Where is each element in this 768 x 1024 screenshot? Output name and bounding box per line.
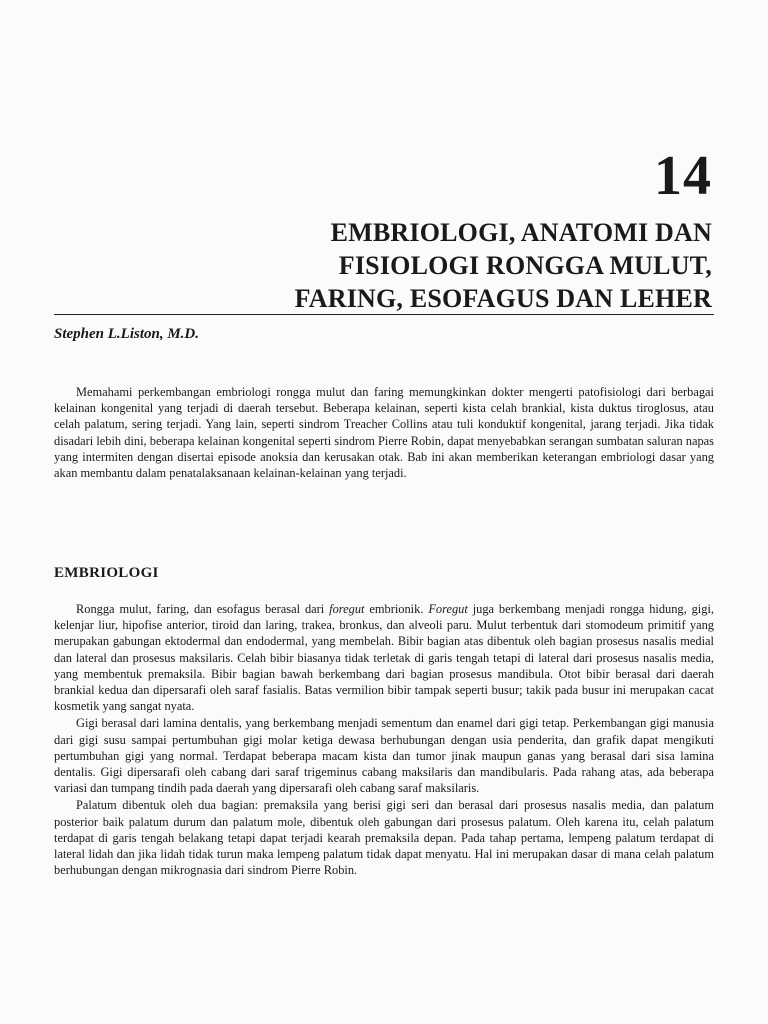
paragraph-text: juga berkembang menjadi rongga hidung, gigi, kelenjar liur, hipofise anterior, tiroid dan laring, trakea, bronkus, dan alveoli paru. Mulut terbentuk dari stomodeum primitif yang merupakan gabungan ektodermal dan endodermal, yang membelah. Bibir bagian atas dibentuk oleh bagian prosesus nasalis medial dan lateral dan prosesus maksilaris. Celah bibir biasanya tidak terletak di garis tengah tetapi di lateral dari prosesus nasalis media, yang membentuk premaksila. Bibir bagian bawah berkembang dari bagian prosesus mandibula. Otot bibir berasal dari daerah brankial kedua dan dipersarafi oleh saraf fasialis. Batas vermilion bibir tampak seperti busur; takik pada busur ini merupakan cacat kosmetik yang sangat nyata. (54, 602, 714, 714)
chapter-title (152, 216, 712, 315)
italic-term: Foregut (428, 602, 468, 616)
chapter-title-line: EMBRIOLOGI, ANATOMI DAN (330, 218, 712, 247)
paragraph-text: embrionik. (364, 602, 429, 616)
italic-term: foregut (329, 602, 365, 616)
body-paragraph: Palatum dibentuk oleh dua bagian: premaksila yang berisi gigi seri dan berasal dari prosesus nasalis media, dan palatum posterior baik palatum durum dan palatum mole, dibentuk oleh gabungan dari prosesus palatum. Oleh karena itu, celah palatum terdapat di garis tengah belakang tetapi dapat terjadi kearah premaksila depan. Pada tahap pertama, lempeng palatum terdapat di lateral lidah dan jika lidah tidak turun maka lempeng palatum tidak dapat menyatu. Hal ini merupakan dasar di mana celah palatum berhubungan dengan mikrognasia dari sindrom Pierre Robin. (54, 798, 714, 878)
section-heading: EMBRIOLOGI (54, 565, 159, 581)
title-divider (54, 314, 714, 315)
author-name: Stephen L.Liston, M.D. (54, 326, 200, 342)
chapter-title-line: FARING, ESOFAGUS DAN LEHER (294, 284, 712, 313)
chapter-number: 14 (654, 145, 712, 207)
intro-section (54, 384, 714, 481)
chapter-title-line: FISIOLOGI RONGGA MULUT, (338, 251, 712, 280)
body-paragraph: Gigi berasal dari lamina dentalis, yang berkembang menjadi sementum dan enamel dari gigi tetap. Perkembangan gigi manusia dari gigi susu sampai pertumbuhan gigi molar ketiga dewasa berhubungan dengan usia penderita, dan grafik dapat mengikuti pertumbuhan gigi yang normal. Terdapat beberapa macam kista dan tumor jinak maupun ganas yang berasal dari sisa lamina dentalis. Gigi dipersarafi oleh cabang dari saraf trigeminus cabang maksilaris dan mandibularis. Pada rahang atas, ada beberapa variasi dan tumpang tindih pada daerah yang dipersarafi oleh cabang saraf maksilaris. (54, 716, 714, 796)
section-body (54, 601, 714, 878)
body-paragraph (54, 601, 714, 714)
intro-paragraph: Memahami perkembangan embriologi rongga mulut dan faring memungkinkan dokter mengerti patofisiologi dari berbagai kelainan kongenital yang terjadi di daerah tersebut. Beberapa kelainan, seperti kista celah brankial, kista duktus tiroglosus, atau celah palatum, sering terjadi. Yang lain, seperti sindrom Treacher Collins atau tuli konduktif kongenital, jarang terjadi. Jika tidak disadari lebih dini, beberapa kelainan kongenital seperti sindrom Pierre Robin, dapat menyebabkan serangan sumbatan saluran napas yang intermiten dengan disertai episode anoksia dan kerusakan otak. Bab ini akan memberikan keterangan embriologi dasar yang akan membantu dalam penatalaksanaan kelainan-kelainan yang terjadi. (54, 385, 714, 481)
paragraph-text: Rongga mulut, faring, dan esofagus berasal dari (76, 602, 330, 616)
